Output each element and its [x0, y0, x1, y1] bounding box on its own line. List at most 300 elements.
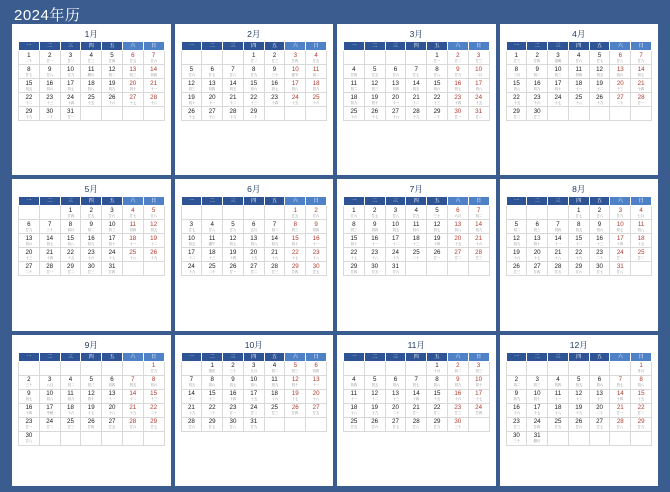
day-cell[interactable]: [19, 389, 40, 403]
day-cell[interactable]: [181, 389, 202, 403]
day-cell[interactable]: [264, 93, 285, 107]
day-cell[interactable]: [447, 375, 468, 389]
day-cell[interactable]: [548, 234, 569, 248]
day-cell[interactable]: [306, 389, 327, 403]
day-cell[interactable]: [285, 234, 306, 248]
day-cell[interactable]: [102, 206, 123, 220]
day-cell[interactable]: [631, 403, 652, 417]
day-cell[interactable]: [506, 431, 527, 445]
day-cell[interactable]: [610, 220, 631, 234]
day-cell[interactable]: [202, 262, 223, 276]
day-cell[interactable]: [427, 417, 448, 431]
day-cell[interactable]: [243, 65, 264, 79]
day-cell[interactable]: [568, 79, 589, 93]
day-cell[interactable]: [631, 248, 652, 262]
day-cell[interactable]: [81, 389, 102, 403]
day-cell[interactable]: [427, 65, 448, 79]
day-cell[interactable]: [447, 361, 468, 375]
day-cell[interactable]: [19, 403, 40, 417]
day-cell[interactable]: [527, 51, 548, 65]
day-cell[interactable]: [223, 262, 244, 276]
day-cell[interactable]: [506, 93, 527, 107]
day-cell[interactable]: [122, 375, 143, 389]
day-cell[interactable]: [506, 107, 527, 121]
day-cell[interactable]: [344, 248, 365, 262]
day-cell[interactable]: [122, 234, 143, 248]
day-cell[interactable]: [306, 361, 327, 375]
day-cell[interactable]: [344, 79, 365, 93]
day-cell[interactable]: [427, 206, 448, 220]
day-cell[interactable]: [39, 403, 60, 417]
day-cell[interactable]: [406, 93, 427, 107]
day-cell[interactable]: [81, 403, 102, 417]
day-cell[interactable]: [468, 389, 489, 403]
day-cell[interactable]: [202, 79, 223, 93]
day-cell[interactable]: [81, 220, 102, 234]
day-cell[interactable]: [202, 234, 223, 248]
day-cell[interactable]: [506, 51, 527, 65]
day-cell[interactable]: [19, 248, 40, 262]
day-cell[interactable]: [143, 220, 164, 234]
day-cell[interactable]: [102, 262, 123, 276]
day-cell[interactable]: [202, 417, 223, 431]
day-cell[interactable]: [631, 389, 652, 403]
day-cell[interactable]: [102, 389, 123, 403]
day-cell[interactable]: [81, 93, 102, 107]
day-cell[interactable]: [568, 65, 589, 79]
day-cell[interactable]: [306, 79, 327, 93]
day-cell[interactable]: [568, 375, 589, 389]
day-cell[interactable]: [364, 403, 385, 417]
day-cell[interactable]: [589, 389, 610, 403]
day-cell[interactable]: [506, 262, 527, 276]
day-cell[interactable]: [427, 234, 448, 248]
day-cell[interactable]: [102, 79, 123, 93]
day-cell[interactable]: [264, 248, 285, 262]
day-cell[interactable]: [406, 375, 427, 389]
day-cell[interactable]: [447, 248, 468, 262]
day-cell[interactable]: [589, 262, 610, 276]
day-cell[interactable]: [81, 262, 102, 276]
day-cell[interactable]: [406, 403, 427, 417]
day-cell[interactable]: [60, 234, 81, 248]
day-cell[interactable]: [468, 51, 489, 65]
day-cell[interactable]: [122, 248, 143, 262]
day-cell[interactable]: [19, 79, 40, 93]
day-cell[interactable]: [631, 220, 652, 234]
day-cell[interactable]: [181, 403, 202, 417]
day-cell[interactable]: [589, 375, 610, 389]
day-cell[interactable]: [344, 220, 365, 234]
day-cell[interactable]: [527, 65, 548, 79]
day-cell[interactable]: [19, 93, 40, 107]
day-cell[interactable]: [285, 79, 306, 93]
day-cell[interactable]: [19, 234, 40, 248]
day-cell[interactable]: [223, 93, 244, 107]
day-cell[interactable]: [527, 79, 548, 93]
day-cell[interactable]: [102, 403, 123, 417]
day-cell[interactable]: [264, 51, 285, 65]
day-cell[interactable]: [548, 93, 569, 107]
day-cell[interactable]: [385, 206, 406, 220]
day-cell[interactable]: [223, 234, 244, 248]
day-cell[interactable]: [60, 107, 81, 121]
day-cell[interactable]: [527, 375, 548, 389]
day-cell[interactable]: [306, 248, 327, 262]
day-cell[interactable]: [81, 375, 102, 389]
day-cell[interactable]: [427, 389, 448, 403]
day-cell[interactable]: [447, 107, 468, 121]
day-cell[interactable]: [468, 65, 489, 79]
day-cell[interactable]: [406, 248, 427, 262]
day-cell[interactable]: [264, 79, 285, 93]
day-cell[interactable]: [223, 107, 244, 121]
day-cell[interactable]: [122, 51, 143, 65]
day-cell[interactable]: [81, 206, 102, 220]
day-cell[interactable]: [506, 403, 527, 417]
day-cell[interactable]: [506, 417, 527, 431]
day-cell[interactable]: [81, 51, 102, 65]
day-cell[interactable]: [285, 93, 306, 107]
day-cell[interactable]: [548, 65, 569, 79]
day-cell[interactable]: [631, 417, 652, 431]
day-cell[interactable]: [631, 79, 652, 93]
day-cell[interactable]: [548, 51, 569, 65]
day-cell[interactable]: [447, 234, 468, 248]
day-cell[interactable]: [344, 234, 365, 248]
day-cell[interactable]: [122, 79, 143, 93]
day-cell[interactable]: [122, 417, 143, 431]
day-cell[interactable]: [527, 220, 548, 234]
day-cell[interactable]: [19, 262, 40, 276]
day-cell[interactable]: [223, 65, 244, 79]
day-cell[interactable]: [243, 403, 264, 417]
day-cell[interactable]: [19, 107, 40, 121]
day-cell[interactable]: [81, 234, 102, 248]
day-cell[interactable]: [364, 389, 385, 403]
day-cell[interactable]: [81, 65, 102, 79]
day-cell[interactable]: [385, 403, 406, 417]
day-cell[interactable]: [264, 375, 285, 389]
day-cell[interactable]: [548, 262, 569, 276]
day-cell[interactable]: [610, 234, 631, 248]
day-cell[interactable]: [447, 417, 468, 431]
day-cell[interactable]: [19, 431, 40, 445]
day-cell[interactable]: [102, 375, 123, 389]
day-cell[interactable]: [447, 403, 468, 417]
day-cell[interactable]: [102, 234, 123, 248]
day-cell[interactable]: [181, 220, 202, 234]
day-cell[interactable]: [548, 79, 569, 93]
day-cell[interactable]: [364, 262, 385, 276]
day-cell[interactable]: [202, 93, 223, 107]
day-cell[interactable]: [527, 248, 548, 262]
day-cell[interactable]: [264, 262, 285, 276]
day-cell[interactable]: [243, 234, 264, 248]
day-cell[interactable]: [610, 417, 631, 431]
day-cell[interactable]: [506, 220, 527, 234]
day-cell[interactable]: [143, 417, 164, 431]
day-cell[interactable]: [589, 403, 610, 417]
day-cell[interactable]: [202, 65, 223, 79]
day-cell[interactable]: [285, 403, 306, 417]
day-cell[interactable]: [39, 107, 60, 121]
day-cell[interactable]: [243, 248, 264, 262]
day-cell[interactable]: [202, 107, 223, 121]
day-cell[interactable]: [181, 248, 202, 262]
day-cell[interactable]: [631, 51, 652, 65]
day-cell[interactable]: [60, 248, 81, 262]
day-cell[interactable]: [344, 417, 365, 431]
day-cell[interactable]: [181, 234, 202, 248]
day-cell[interactable]: [385, 220, 406, 234]
day-cell[interactable]: [527, 417, 548, 431]
day-cell[interactable]: [264, 234, 285, 248]
day-cell[interactable]: [568, 206, 589, 220]
day-cell[interactable]: [143, 375, 164, 389]
day-cell[interactable]: [610, 51, 631, 65]
day-cell[interactable]: [427, 375, 448, 389]
day-cell[interactable]: [447, 206, 468, 220]
day-cell[interactable]: [223, 389, 244, 403]
day-cell[interactable]: [264, 220, 285, 234]
day-cell[interactable]: [306, 93, 327, 107]
day-cell[interactable]: [285, 361, 306, 375]
day-cell[interactable]: [406, 107, 427, 121]
day-cell[interactable]: [60, 389, 81, 403]
day-cell[interactable]: [122, 220, 143, 234]
day-cell[interactable]: [468, 206, 489, 220]
day-cell[interactable]: [102, 93, 123, 107]
day-cell[interactable]: [285, 389, 306, 403]
day-cell[interactable]: [427, 248, 448, 262]
day-cell[interactable]: [385, 234, 406, 248]
day-cell[interactable]: [202, 403, 223, 417]
day-cell[interactable]: [406, 79, 427, 93]
day-cell[interactable]: [102, 220, 123, 234]
day-cell[interactable]: [364, 234, 385, 248]
day-cell[interactable]: [447, 220, 468, 234]
day-cell[interactable]: [527, 431, 548, 445]
day-cell[interactable]: [102, 417, 123, 431]
day-cell[interactable]: [39, 79, 60, 93]
day-cell[interactable]: [385, 93, 406, 107]
day-cell[interactable]: [568, 389, 589, 403]
day-cell[interactable]: [102, 248, 123, 262]
day-cell[interactable]: [122, 403, 143, 417]
day-cell[interactable]: [39, 220, 60, 234]
day-cell[interactable]: [143, 79, 164, 93]
day-cell[interactable]: [406, 234, 427, 248]
day-cell[interactable]: [39, 93, 60, 107]
day-cell[interactable]: [60, 51, 81, 65]
day-cell[interactable]: [506, 248, 527, 262]
day-cell[interactable]: [143, 361, 164, 375]
day-cell[interactable]: [568, 403, 589, 417]
day-cell[interactable]: [506, 389, 527, 403]
day-cell[interactable]: [39, 248, 60, 262]
day-cell[interactable]: [60, 375, 81, 389]
day-cell[interactable]: [447, 93, 468, 107]
day-cell[interactable]: [610, 206, 631, 220]
day-cell[interactable]: [589, 206, 610, 220]
day-cell[interactable]: [610, 389, 631, 403]
day-cell[interactable]: [548, 375, 569, 389]
day-cell[interactable]: [589, 248, 610, 262]
day-cell[interactable]: [143, 403, 164, 417]
day-cell[interactable]: [81, 248, 102, 262]
day-cell[interactable]: [468, 248, 489, 262]
day-cell[interactable]: [39, 234, 60, 248]
day-cell[interactable]: [60, 206, 81, 220]
day-cell[interactable]: [506, 79, 527, 93]
day-cell[interactable]: [285, 220, 306, 234]
day-cell[interactable]: [285, 262, 306, 276]
day-cell[interactable]: [548, 389, 569, 403]
day-cell[interactable]: [143, 65, 164, 79]
day-cell[interactable]: [568, 248, 589, 262]
day-cell[interactable]: [181, 79, 202, 93]
day-cell[interactable]: [344, 107, 365, 121]
day-cell[interactable]: [468, 220, 489, 234]
day-cell[interactable]: [427, 403, 448, 417]
day-cell[interactable]: [264, 389, 285, 403]
day-cell[interactable]: [306, 206, 327, 220]
day-cell[interactable]: [223, 248, 244, 262]
day-cell[interactable]: [223, 375, 244, 389]
day-cell[interactable]: [385, 65, 406, 79]
day-cell[interactable]: [527, 262, 548, 276]
day-cell[interactable]: [568, 262, 589, 276]
day-cell[interactable]: [306, 375, 327, 389]
day-cell[interactable]: [406, 206, 427, 220]
day-cell[interactable]: [568, 51, 589, 65]
day-cell[interactable]: [102, 51, 123, 65]
day-cell[interactable]: [122, 206, 143, 220]
day-cell[interactable]: [589, 79, 610, 93]
day-cell[interactable]: [344, 93, 365, 107]
day-cell[interactable]: [243, 417, 264, 431]
day-cell[interactable]: [589, 417, 610, 431]
day-cell[interactable]: [243, 51, 264, 65]
day-cell[interactable]: [506, 65, 527, 79]
day-cell[interactable]: [447, 79, 468, 93]
day-cell[interactable]: [264, 65, 285, 79]
day-cell[interactable]: [223, 417, 244, 431]
day-cell[interactable]: [285, 248, 306, 262]
day-cell[interactable]: [202, 375, 223, 389]
day-cell[interactable]: [427, 79, 448, 93]
day-cell[interactable]: [60, 79, 81, 93]
day-cell[interactable]: [181, 417, 202, 431]
day-cell[interactable]: [527, 107, 548, 121]
day-cell[interactable]: [285, 65, 306, 79]
day-cell[interactable]: [81, 417, 102, 431]
day-cell[interactable]: [181, 262, 202, 276]
day-cell[interactable]: [468, 107, 489, 121]
day-cell[interactable]: [385, 375, 406, 389]
day-cell[interactable]: [102, 65, 123, 79]
day-cell[interactable]: [385, 79, 406, 93]
day-cell[interactable]: [589, 93, 610, 107]
day-cell[interactable]: [568, 93, 589, 107]
day-cell[interactable]: [427, 51, 448, 65]
day-cell[interactable]: [447, 51, 468, 65]
day-cell[interactable]: [468, 403, 489, 417]
day-cell[interactable]: [60, 220, 81, 234]
day-cell[interactable]: [364, 220, 385, 234]
day-cell[interactable]: [364, 248, 385, 262]
day-cell[interactable]: [427, 361, 448, 375]
day-cell[interactable]: [223, 220, 244, 234]
day-cell[interactable]: [143, 93, 164, 107]
day-cell[interactable]: [385, 389, 406, 403]
day-cell[interactable]: [506, 234, 527, 248]
day-cell[interactable]: [610, 262, 631, 276]
day-cell[interactable]: [589, 220, 610, 234]
day-cell[interactable]: [589, 65, 610, 79]
day-cell[interactable]: [364, 375, 385, 389]
day-cell[interactable]: [19, 65, 40, 79]
day-cell[interactable]: [364, 65, 385, 79]
day-cell[interactable]: [406, 389, 427, 403]
day-cell[interactable]: [223, 403, 244, 417]
day-cell[interactable]: [385, 262, 406, 276]
day-cell[interactable]: [427, 107, 448, 121]
day-cell[interactable]: [285, 206, 306, 220]
day-cell[interactable]: [181, 65, 202, 79]
day-cell[interactable]: [610, 93, 631, 107]
day-cell[interactable]: [306, 234, 327, 248]
day-cell[interactable]: [243, 220, 264, 234]
day-cell[interactable]: [60, 403, 81, 417]
day-cell[interactable]: [306, 220, 327, 234]
day-cell[interactable]: [181, 107, 202, 121]
day-cell[interactable]: [243, 107, 264, 121]
day-cell[interactable]: [344, 403, 365, 417]
day-cell[interactable]: [548, 220, 569, 234]
day-cell[interactable]: [19, 220, 40, 234]
day-cell[interactable]: [243, 79, 264, 93]
day-cell[interactable]: [243, 389, 264, 403]
day-cell[interactable]: [264, 403, 285, 417]
day-cell[interactable]: [39, 51, 60, 65]
day-cell[interactable]: [285, 375, 306, 389]
day-cell[interactable]: [306, 262, 327, 276]
day-cell[interactable]: [285, 51, 306, 65]
day-cell[interactable]: [344, 375, 365, 389]
day-cell[interactable]: [364, 79, 385, 93]
day-cell[interactable]: [344, 65, 365, 79]
day-cell[interactable]: [527, 403, 548, 417]
day-cell[interactable]: [548, 248, 569, 262]
day-cell[interactable]: [344, 389, 365, 403]
day-cell[interactable]: [548, 403, 569, 417]
day-cell[interactable]: [202, 248, 223, 262]
day-cell[interactable]: [122, 389, 143, 403]
day-cell[interactable]: [527, 234, 548, 248]
day-cell[interactable]: [19, 51, 40, 65]
day-cell[interactable]: [427, 93, 448, 107]
day-cell[interactable]: [631, 206, 652, 220]
day-cell[interactable]: [364, 417, 385, 431]
day-cell[interactable]: [631, 375, 652, 389]
day-cell[interactable]: [548, 417, 569, 431]
day-cell[interactable]: [223, 361, 244, 375]
day-cell[interactable]: [39, 417, 60, 431]
day-cell[interactable]: [406, 220, 427, 234]
day-cell[interactable]: [143, 234, 164, 248]
